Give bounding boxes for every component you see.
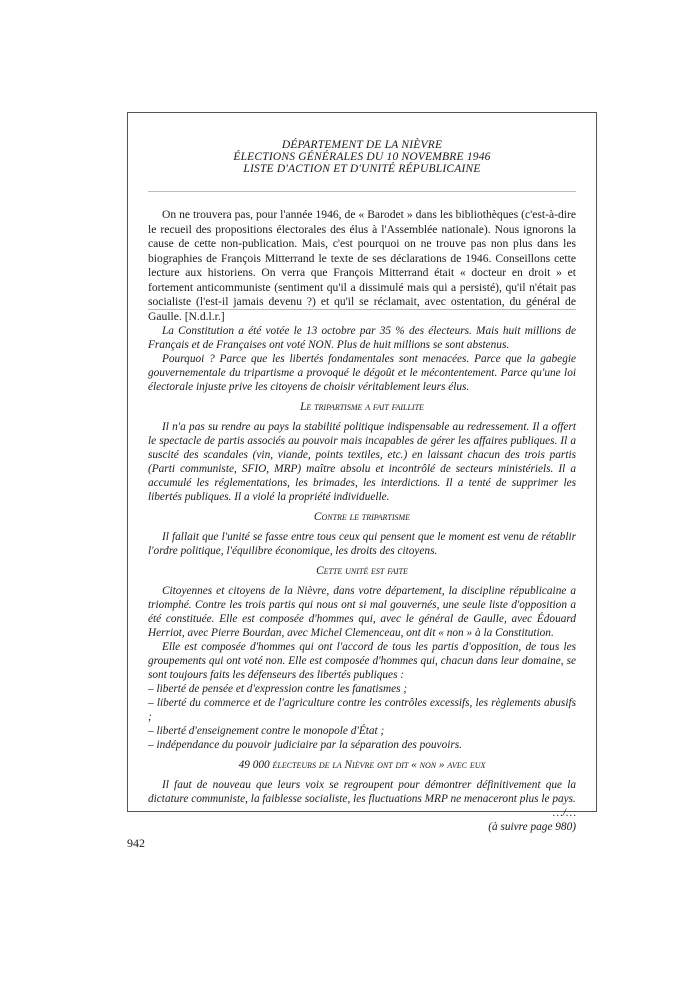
- header-line-3: LISTE D'ACTION ET D'UNITÉ RÉPUBLICAINE: [243, 163, 481, 175]
- continuation-next-page: (à suivre page 980): [488, 821, 576, 833]
- section3-paragraph-2: Elle est composée d'hommes qui ont l'accord de tous les partis d'opposition, de tous les groupements qui ont voté non. Elle est composée d'hommes qui, chacun dans leur domaine, se sont toujours faits les défenseurs des libertés publiques :: [148, 641, 576, 681]
- section-title-contre-tripartisme: Contre le tripartisme: [313, 511, 411, 523]
- intro-paragraph-2: Pourquoi ? Parce que les libertés fondamentales sont menacées. Parce que la gabegie gouvernementale du tripartisme a provoqué le dégoût et le mécontentement. Parce qu'une loi électorale injuste prive les citoyens de choisir véritablement leurs élus.: [148, 353, 576, 393]
- continuation-dots: …/…: [552, 807, 576, 819]
- section-title-tripartisme-faillite: Le tripartisme a fait faillite: [300, 401, 424, 413]
- editor-note: On ne trouvera pas, pour l'année 1946, de « Barodet » dans les bibliothèques (c'est-à-dire le recueil des propositions électorales des élus à l'Assemblée nationale). Nous ignorons la cause de cette non-publication. Mais, c'est pourquoi on ne trouve pas non plus dans les biographies de François Mitterrand le texte de ses déclarations de 1946. Conseillons cette lecture aux historiens. On verra que François Mitterrand était « docteur en droit » et fortement anticommuniste (sentiment qu'il a dissimulé mais qui a persisté), qu'il n'était pas socialiste (l'est-il jamais devenu ?) et qu'il se réclamait, avec ostentation, du général de Gaulle. [N.d.l.r.]: [148, 208, 576, 323]
- divider-top: [148, 191, 576, 192]
- liberty-list-item: – liberté du commerce et de l'agriculture contre les contrôles excessifs, les règlements abusifs ;: [148, 697, 576, 723]
- section1-paragraph: Il n'a pas su rendre au pays la stabilité politique indispensable au redressement. Il a offert le spectacle de partis associés au pouvoir mais incapables de gérer les affaires publiques. Il a suscité des scandales (vin, viande, points textiles, etc.) en laissant chacun des trois partis (Parti communiste, SFIO, MRP) maître absolu et incontrôlé de secteurs ministériels. Il a accumulé les réglementations, les brimades, les interdictions. Il a tenté de supprimer les libertés publiques. Il a violé la propriété individuelle.: [148, 421, 576, 503]
- divider-bottom: [148, 309, 576, 310]
- section4-paragraph: Il faut de nouveau que leurs voix se regroupent pour démontrer définitivement que la dictature communiste, la faiblesse socialiste, les fluctuations MRP ne menaceront plus le pays.: [148, 779, 576, 805]
- intro-paragraph-1: La Constitution a été votée le 13 octobre par 35 % des électeurs. Mais huit millions de Français et de Françaises ont voté NON. Plus de huit millions se sont abstenus.: [148, 325, 576, 351]
- section2-paragraph: Il fallait que l'unité se fasse entre tous ceux qui pensent que le moment est venu de rétablir l'ordre politique, l'équilibre économique, les droits des citoyens.: [148, 531, 576, 557]
- section-title-electeurs-nievre: 49 000 électeurs de la Nièvre ont dit « non » avec eux: [238, 759, 486, 771]
- document-header: [128, 139, 596, 175]
- liberty-list-item: – liberté d'enseignement contre le monopole d'État ;: [148, 725, 385, 737]
- liberty-list-item: – indépendance du pouvoir judiciaire par la séparation des pouvoirs.: [148, 739, 462, 751]
- page-number: 942: [127, 836, 145, 850]
- header-line-2: ÉLECTIONS GÉNÉRALES DU 10 NOVEMBRE 1946: [233, 151, 491, 163]
- header-line-1: DÉPARTEMENT DE LA NIÈVRE: [281, 139, 443, 151]
- section-title-unite-faite: Cette unité est faite: [316, 565, 408, 577]
- liberty-list-item: – liberté de pensée et d'expression contre les fanatismes ;: [148, 683, 408, 695]
- document-frame: [127, 112, 597, 833]
- section3-paragraph-1: Citoyennes et citoyens de la Nièvre, dans votre département, la discipline républicaine a triomphé. Contre les trois partis qui nous ont si mal gouvernés, une seule liste d'opposition a été constituée. Elle est composée d'hommes qui, avec le général de Gaulle, avec Édouard Herriot, avec Pierre Bourdan, avec Michel Clemenceau, ont dit « non » à la Constitution.: [148, 585, 576, 639]
- tract-body: [148, 324, 576, 834]
